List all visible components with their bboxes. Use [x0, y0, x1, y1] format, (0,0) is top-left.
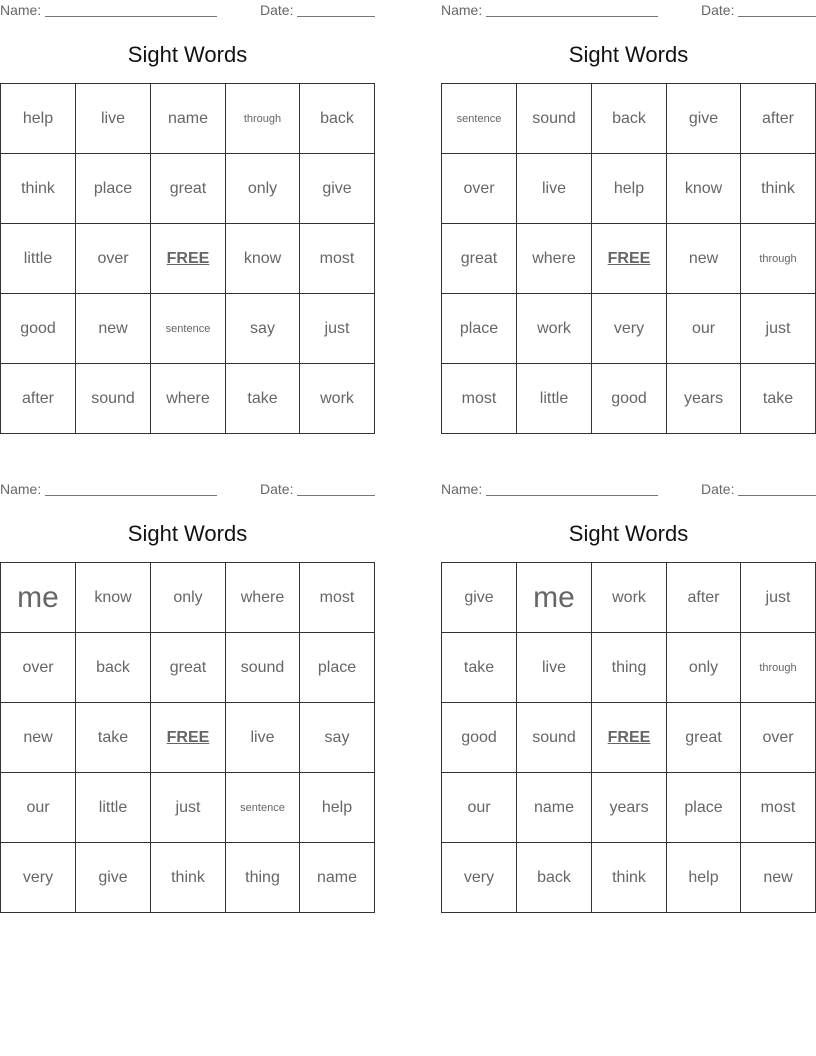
word-cell: take	[76, 703, 151, 773]
word-cell: very	[592, 294, 667, 364]
date-field[interactable]	[738, 495, 816, 496]
word-cell: most	[300, 224, 375, 294]
word-cell: over	[76, 224, 151, 294]
word-cell: think	[741, 154, 816, 224]
bingo-card	[0, 479, 375, 913]
word-cell: give	[76, 843, 151, 913]
bingo-grid	[0, 562, 375, 913]
word-cell: live	[517, 633, 592, 703]
word-cell: sound	[517, 84, 592, 154]
bingo-grid	[0, 83, 375, 434]
word-cell: give	[667, 84, 741, 154]
free-space: FREE	[592, 224, 667, 294]
word-cell: years	[667, 364, 741, 434]
word-cell: our	[1, 773, 76, 843]
word-cell: take	[442, 633, 517, 703]
name-date-line	[441, 481, 816, 499]
name-label: Name:	[0, 2, 42, 18]
word-cell: sound	[226, 633, 300, 703]
word-cell: new	[1, 703, 76, 773]
card-title: Sight Words	[568, 42, 689, 67]
word-cell: where	[517, 224, 592, 294]
word-cell: over	[442, 154, 517, 224]
name-date-line	[441, 2, 816, 20]
bingo-card	[441, 0, 816, 434]
word-cell: years	[592, 773, 667, 843]
word-cell: good	[592, 364, 667, 434]
word-cell: where	[151, 364, 226, 434]
word-cell: through	[741, 633, 816, 703]
free-space: FREE	[592, 703, 667, 773]
free-space: FREE	[151, 224, 226, 294]
word-cell: me	[517, 563, 592, 633]
name-label: Name:	[441, 2, 483, 18]
word-cell: take	[226, 364, 300, 434]
bingo-grid	[441, 83, 816, 434]
date-label: Date:	[701, 481, 735, 497]
word-cell: live	[517, 154, 592, 224]
word-cell: only	[226, 154, 300, 224]
word-cell: just	[300, 294, 375, 364]
word-cell: say	[226, 294, 300, 364]
word-cell: where	[226, 563, 300, 633]
word-cell: name	[151, 84, 226, 154]
word-cell: name	[300, 843, 375, 913]
name-field[interactable]	[486, 16, 658, 17]
date-label: Date:	[260, 2, 294, 18]
word-cell: back	[76, 633, 151, 703]
word-cell: most	[300, 563, 375, 633]
card-title: Sight Words	[568, 521, 689, 546]
word-cell: just	[151, 773, 226, 843]
word-cell: good	[442, 703, 517, 773]
word-cell: think	[592, 843, 667, 913]
date-label: Date:	[260, 481, 294, 497]
word-cell: sentence	[151, 294, 226, 364]
card-title: Sight Words	[127, 42, 248, 67]
word-cell: over	[1, 633, 76, 703]
word-cell: new	[76, 294, 151, 364]
name-date-line	[0, 481, 375, 499]
word-cell: sentence	[226, 773, 300, 843]
word-cell: live	[226, 703, 300, 773]
word-cell: little	[517, 364, 592, 434]
word-cell: very	[1, 843, 76, 913]
name-date-line	[0, 2, 375, 20]
name-field[interactable]	[45, 495, 217, 496]
name-label: Name:	[0, 481, 42, 497]
word-cell: me	[1, 563, 76, 633]
word-cell: think	[1, 154, 76, 224]
word-cell: thing	[226, 843, 300, 913]
word-cell: take	[741, 364, 816, 434]
word-cell: great	[442, 224, 517, 294]
word-cell: work	[592, 563, 667, 633]
word-cell: thing	[592, 633, 667, 703]
word-cell: help	[667, 843, 741, 913]
word-cell: help	[300, 773, 375, 843]
word-cell: place	[442, 294, 517, 364]
date-label: Date:	[701, 2, 735, 18]
word-cell: work	[517, 294, 592, 364]
word-cell: little	[76, 773, 151, 843]
word-cell: only	[151, 563, 226, 633]
word-cell: through	[226, 84, 300, 154]
word-cell: place	[76, 154, 151, 224]
word-cell: new	[667, 224, 741, 294]
word-cell: help	[592, 154, 667, 224]
word-cell: sentence	[442, 84, 517, 154]
date-field[interactable]	[297, 495, 375, 496]
word-cell: most	[442, 364, 517, 434]
word-cell: great	[667, 703, 741, 773]
bingo-card	[441, 479, 816, 913]
word-cell: our	[667, 294, 741, 364]
word-cell: sound	[76, 364, 151, 434]
word-cell: know	[667, 154, 741, 224]
name-field[interactable]	[45, 16, 217, 17]
word-cell: our	[442, 773, 517, 843]
name-label: Name:	[441, 481, 483, 497]
word-cell: great	[151, 154, 226, 224]
word-cell: just	[741, 294, 816, 364]
word-cell: back	[517, 843, 592, 913]
word-cell: very	[442, 843, 517, 913]
word-cell: only	[667, 633, 741, 703]
word-cell: say	[300, 703, 375, 773]
word-cell: good	[1, 294, 76, 364]
word-cell: think	[151, 843, 226, 913]
word-cell: sound	[517, 703, 592, 773]
word-cell: know	[226, 224, 300, 294]
word-cell: through	[741, 224, 816, 294]
word-cell: after	[1, 364, 76, 434]
word-cell: back	[300, 84, 375, 154]
word-cell: live	[76, 84, 151, 154]
word-cell: after	[741, 84, 816, 154]
word-cell: back	[592, 84, 667, 154]
bingo-grid	[441, 562, 816, 913]
word-cell: work	[300, 364, 375, 434]
word-cell: little	[1, 224, 76, 294]
word-cell: just	[741, 563, 816, 633]
word-cell: new	[741, 843, 816, 913]
word-cell: place	[667, 773, 741, 843]
bingo-card	[0, 0, 375, 434]
word-cell: know	[76, 563, 151, 633]
word-cell: give	[442, 563, 517, 633]
free-space: FREE	[151, 703, 226, 773]
word-cell: over	[741, 703, 816, 773]
word-cell: great	[151, 633, 226, 703]
date-field[interactable]	[297, 16, 375, 17]
word-cell: help	[1, 84, 76, 154]
word-cell: name	[517, 773, 592, 843]
word-cell: after	[667, 563, 741, 633]
name-field[interactable]	[486, 495, 658, 496]
word-cell: place	[300, 633, 375, 703]
date-field[interactable]	[738, 16, 816, 17]
word-cell: most	[741, 773, 816, 843]
word-cell: give	[300, 154, 375, 224]
card-title: Sight Words	[127, 521, 248, 546]
